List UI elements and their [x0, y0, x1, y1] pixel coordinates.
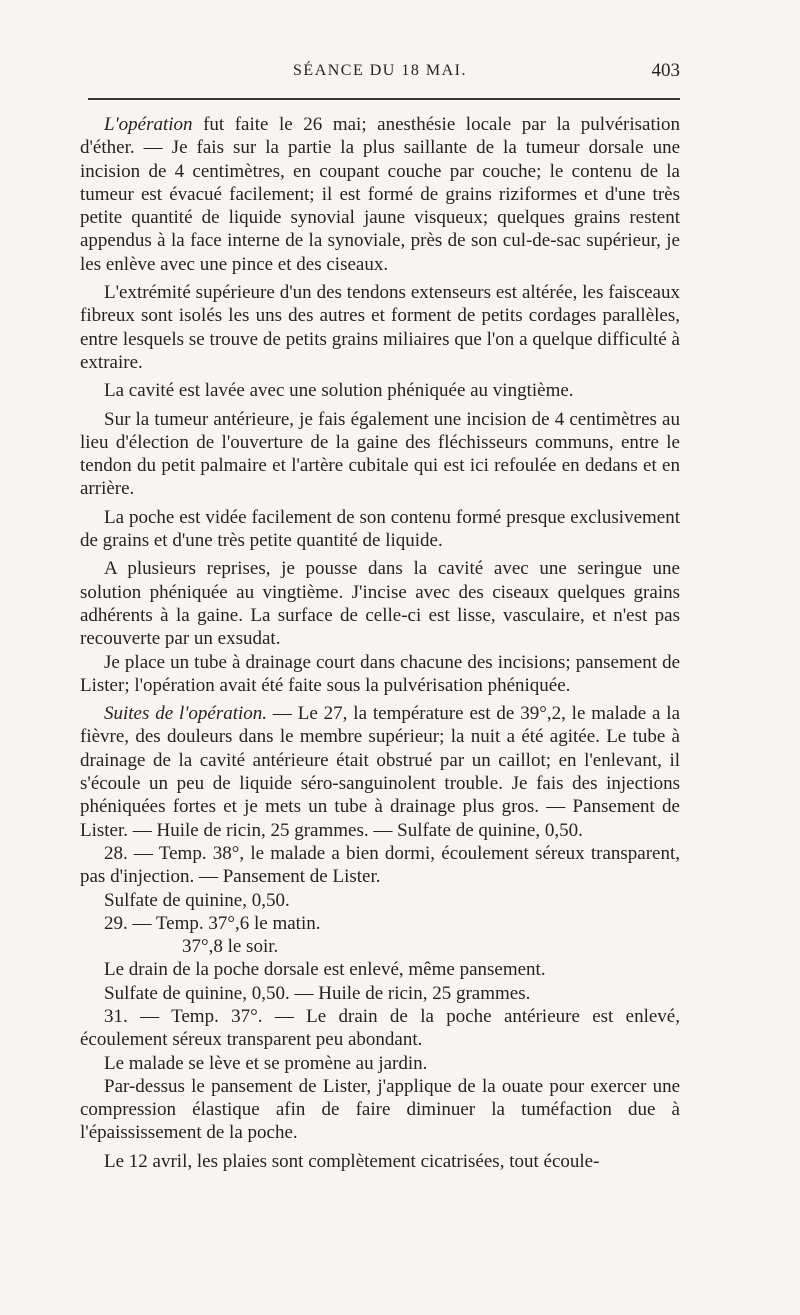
paragraph-day-31: 31. — Temp. 37°. — Le drain de la poche antérieure est enlevé, écoulement séreux transparent peu abondant. — [80, 1005, 680, 1051]
italic-lead-operation: L'opération — [104, 114, 193, 135]
body-text — [80, 113, 680, 1173]
paragraph-quinine-1: Sulfate de quinine, 0,50. — [104, 889, 290, 911]
paragraph-poche: La poche est vidée facilement de son contenu formé presque exclusivement de grains et d'une très petite quantité de liquide. — [80, 506, 680, 552]
italic-lead-suites: Suites de l'opération. — [104, 703, 268, 725]
paragraph-drainage: Je place un tube à drainage court dans chacune des incisions; pansement de Lister; l'opération avait été faite sous la pulvérisation phéniquée. — [80, 651, 680, 696]
page-number: 403 — [651, 60, 680, 81]
paragraph-operation — [80, 113, 680, 276]
paragraph-seringue: A plusieurs reprises, je pousse dans la cavité avec une seringue une solution phéniquée au vingtième. J'incise avec des ciseaux quelques grains adhérents à la gaine. La surface de celle-ci est lisse, vasculaire, et n'est pas recouverte par un exsudat. — [80, 558, 680, 650]
paragraph-day-29: 29. — Temp. 37°,6 le matin. — [104, 912, 321, 934]
paragraph-text: fut faite le 26 mai; anesthésie locale par la pulvérisation d'éther. — Je fais sur la partie la plus saillante de la tumeur dorsale une incision de 4 centimètres, en coupant couche par couche; le contenu de la tumeur est évacué facilement; il est formé de grains riziformes et d'une très petite quantité de liquide synovial jaune visqueux; quelques grains restent appendus à la face interne de la synoviale, près de son cul-de-sac supérieur, je les enlève avec une pince et des ciseaux. — [80, 114, 680, 275]
running-title: SÉANCE DU 18 MAI. — [293, 62, 467, 79]
paragraph-quinine-2: Sulfate de quinine, 0,50. — Huile de ricin, 25 grammes. — [104, 982, 531, 1004]
paragraph-suites — [80, 702, 680, 842]
header-rule — [88, 98, 680, 100]
paragraph-day-29-evening: 37°,8 le soir. — [182, 936, 279, 958]
running-head — [80, 60, 680, 88]
paragraph-avril: Le 12 avril, les plaies sont complètement cicatrisées, tout écoule- — [104, 1150, 600, 1172]
paragraph-tumeur-anterieure: Sur la tumeur antérieure, je fais également une incision de 4 centimètres au lieu d'élection de l'ouverture de la gaine des fléchisseurs communs, entre le tendon du petit palmaire et l'artère cubitale qui est ici refoulée en dedans et en arrière. — [80, 408, 680, 500]
paragraph-day-28: 28. — Temp. 38°, le malade a bien dormi, écoulement séreux transparent, pas d'injection. — Pansement de Lister. — [80, 842, 680, 888]
paragraph-jardin: Le malade se lève et se promène au jardin. — [104, 1052, 428, 1074]
paragraph-extremite: L'extrémité supérieure d'un des tendons extenseurs est altérée, les faisceaux fibreux sont isolés les uns des autres et forment de petits cordages parallèles, entre lesquels se trouve de petits grains miliaires que l'on a quelque difficulté à extraire. — [80, 282, 680, 373]
paragraph-ouate: Par-dessus le pansement de Lister, j'applique de la ouate pour exercer une compression élastique afin de faire diminuer la tuméfaction due à l'épaississement de la poche. — [80, 1075, 680, 1144]
paragraph-drain-dorsal: Le drain de la poche dorsale est enlevé, même pansement. — [104, 959, 546, 981]
paragraph-text: — Le 27, la température est de 39°,2, le malade a la fièvre, des douleurs dans le membre supérieur; la nuit a été agitée. Le tube à drainage de la cavité antérieure était obstrué par un caillot; en l'enlevant, il s'écoule un peu de liquide séro-sanguinolent trouble. Je fais des injections phéniquées fortes et je mets un tube à drainage plus gros. — Pansement de Lister. — Huile de ricin, 25 grammes. — Sulfate de quinine, 0,50. — [80, 703, 680, 841]
paragraph-cavite: La cavité est lavée avec une solution phéniquée au vingtième. — [104, 380, 574, 402]
